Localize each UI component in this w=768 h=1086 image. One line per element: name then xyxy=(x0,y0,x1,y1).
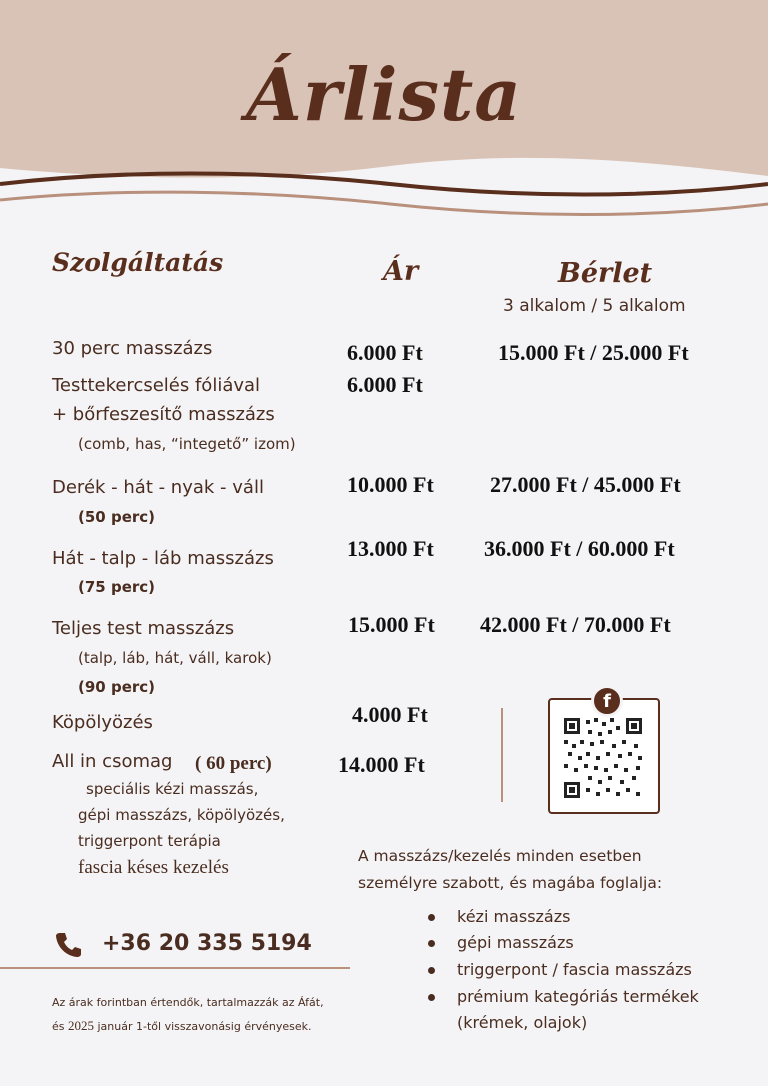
info-line-1: A masszázs/kezelés minden esetben xyxy=(358,847,642,865)
package-detail-line: speciális kézi masszás, xyxy=(86,780,259,798)
service-name: 30 perc masszázs xyxy=(52,338,213,359)
bullet-dot xyxy=(428,994,435,1001)
service-price: 4.000 Ft xyxy=(352,702,428,727)
service-price: 13.000 Ft xyxy=(347,536,434,561)
service-price: 6.000 Ft xyxy=(347,372,423,397)
service-pass-price: 27.000 Ft / 45.000 Ft xyxy=(490,472,681,497)
header-banner xyxy=(0,0,768,230)
service-duration: (75 perc) xyxy=(78,578,156,596)
bullet-item-continued: (krémek, olajok) xyxy=(457,1013,588,1032)
column-heading-pass: Bérlet xyxy=(558,258,653,289)
bullet-item: triggerpont / fascia masszázs xyxy=(457,960,692,979)
package-detail-extra: fascia késes kezelés xyxy=(78,857,229,878)
service-pass-price: 15.000 Ft / 25.000 Ft xyxy=(498,340,689,365)
service-note: (comb, has, “integető” izom) xyxy=(78,435,296,453)
service-name: Derék - hát - nyak - váll xyxy=(52,477,264,498)
footer-year: 2025 xyxy=(68,1018,94,1033)
footer-line-2 xyxy=(52,1018,312,1034)
service-name: Teljes test masszázs xyxy=(52,618,235,639)
header-wave-line-light xyxy=(0,192,768,214)
column-heading-service: Szolgáltatás xyxy=(52,248,224,277)
package-detail-line: gépi masszázs, köpölyözés, xyxy=(78,806,285,824)
phone-icon xyxy=(54,930,82,958)
service-price: 6.000 Ft xyxy=(347,340,423,365)
phone-number[interactable]: +36 20 335 5194 xyxy=(102,931,312,956)
column-heading-price: Ár xyxy=(383,256,419,287)
service-pass-price: 36.000 Ft / 60.000 Ft xyxy=(484,536,675,561)
bullet-item: prémium kategóriás termékek xyxy=(457,987,699,1006)
footer-line-2-post: január 1-től visszavonásig érvényesek. xyxy=(97,1020,312,1033)
bullet-item: kézi masszázs xyxy=(457,907,571,926)
bullet-item: gépi masszázs xyxy=(457,933,574,952)
info-line-2: személyre szabott, és magába foglalja: xyxy=(358,874,663,892)
bullet-dot xyxy=(428,967,435,974)
service-duration: (90 perc) xyxy=(78,678,156,696)
service-name: Köpölyözés xyxy=(52,712,153,733)
service-name: All in csomag xyxy=(52,751,173,772)
service-price: 10.000 Ft xyxy=(347,472,434,497)
pass-subheading: 3 alkalom / 5 alkalom xyxy=(503,296,686,316)
service-name: Testtekercselés fóliával xyxy=(52,375,261,396)
service-name-cont: + bőrfeszesítő masszázs xyxy=(52,404,275,425)
package-detail-line: triggerpont terápia xyxy=(78,832,221,850)
footer-divider xyxy=(0,967,350,969)
bullet-dot xyxy=(428,940,435,947)
page-title: Árlista xyxy=(246,52,522,137)
service-name: Hát - talp - láb masszázs xyxy=(52,548,274,569)
service-note: (talp, láb, hát, váll, karok) xyxy=(78,649,272,667)
service-duration: (50 perc) xyxy=(78,508,156,526)
service-price: 14.000 Ft xyxy=(338,752,425,777)
service-pass-price: 42.000 Ft / 70.000 Ft xyxy=(480,612,671,637)
footer-line-1: Az árak forintban értendők, tartalmazzák az Áfát, xyxy=(52,996,324,1009)
service-duration: ( 60 perc) xyxy=(195,753,272,774)
facebook-icon[interactable]: f xyxy=(591,685,623,717)
footer-line-2-pre: és xyxy=(52,1020,65,1033)
vertical-divider xyxy=(501,708,503,802)
bullet-dot xyxy=(428,914,435,921)
service-price: 15.000 Ft xyxy=(348,612,435,637)
